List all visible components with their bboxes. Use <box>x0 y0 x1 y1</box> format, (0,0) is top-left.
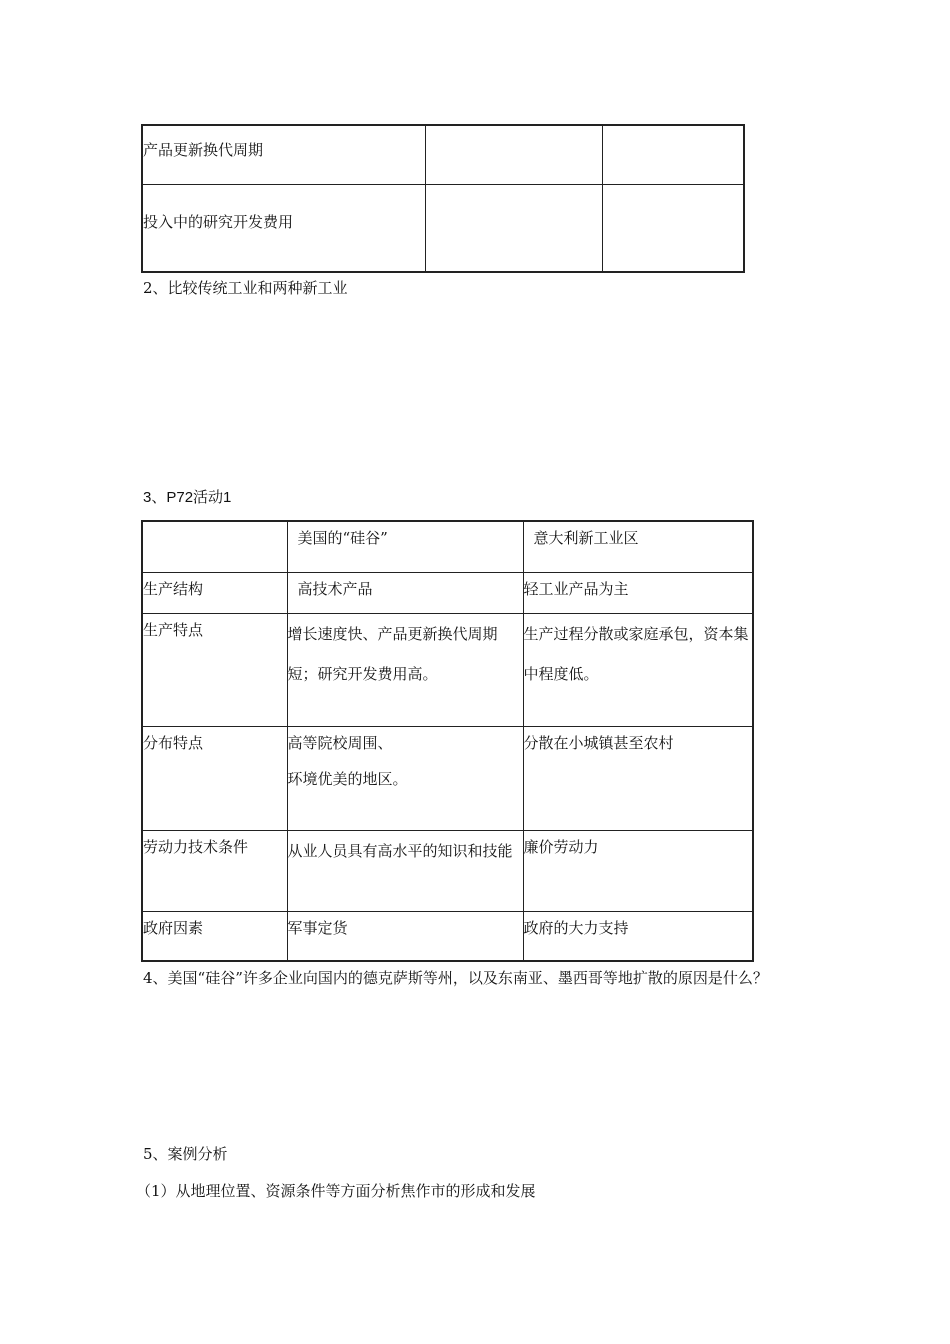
table-cell <box>425 125 602 184</box>
table-cell <box>602 125 744 184</box>
table-row <box>142 830 753 911</box>
table-cell: 高技术产品 <box>287 572 523 613</box>
comparison-table-top <box>141 124 745 273</box>
table-cell <box>425 184 602 272</box>
table-cell: 劳动力技术条件 <box>142 830 287 911</box>
table-cell: 廉价劳动力 <box>523 830 753 911</box>
table-cell: 生产结构 <box>142 572 287 613</box>
table-header-row <box>142 521 753 572</box>
table-row <box>142 613 753 726</box>
table-row <box>142 572 753 613</box>
question-2: 2、比较传统工业和两种新工业 <box>143 279 348 297</box>
question-5: 5、案例分析 <box>143 1145 228 1163</box>
distribution-line-1: 高等院校周围、 <box>287 733 393 752</box>
table-cell: 从业人员具有高水平的知识和技能 <box>287 830 523 911</box>
table-row <box>142 911 753 961</box>
table-cell <box>287 726 523 830</box>
table-cell: 政府因素 <box>142 911 287 961</box>
table-row <box>142 184 744 272</box>
silicon-valley-italy-table <box>141 520 754 962</box>
table-row <box>142 726 753 830</box>
table-cell: 分散在小城镇甚至农村 <box>523 726 753 830</box>
table-cell: 产品更新换代周期 <box>142 125 425 184</box>
table-cell: 轻工业产品为主 <box>523 572 753 613</box>
table-header-cell <box>142 521 287 572</box>
table-cell: 生产特点 <box>142 613 287 726</box>
table-header-cell: 意大利新工业区 <box>523 521 753 572</box>
question-4: 4、美国“硅谷”许多企业向国内的德克萨斯等州，以及东南亚、墨西哥等地扩散的原因是什么？ <box>143 969 768 987</box>
table-cell: 分布特点 <box>142 726 287 830</box>
table-row <box>142 125 744 184</box>
table-header-cell: 美国的“硅谷” <box>287 521 523 572</box>
table-cell: 投入中的研究开发费用 <box>142 184 425 272</box>
question-3: 3、P72活动1 <box>143 489 232 506</box>
question-5-1: （1）从地理位置、资源条件等方面分析焦作市的形成和发展 <box>136 1182 536 1200</box>
table-cell <box>602 184 744 272</box>
table-cell: 生产过程分散或家庭承包，资本集中程度低。 <box>523 613 753 726</box>
distribution-line-2: 环境优美的地区。 <box>287 769 408 788</box>
table-cell: 军事定货 <box>287 911 523 961</box>
table-cell: 增长速度快、产品更新换代周期短；研究开发费用高。 <box>287 613 523 726</box>
table-cell: 政府的大力支持 <box>523 911 753 961</box>
